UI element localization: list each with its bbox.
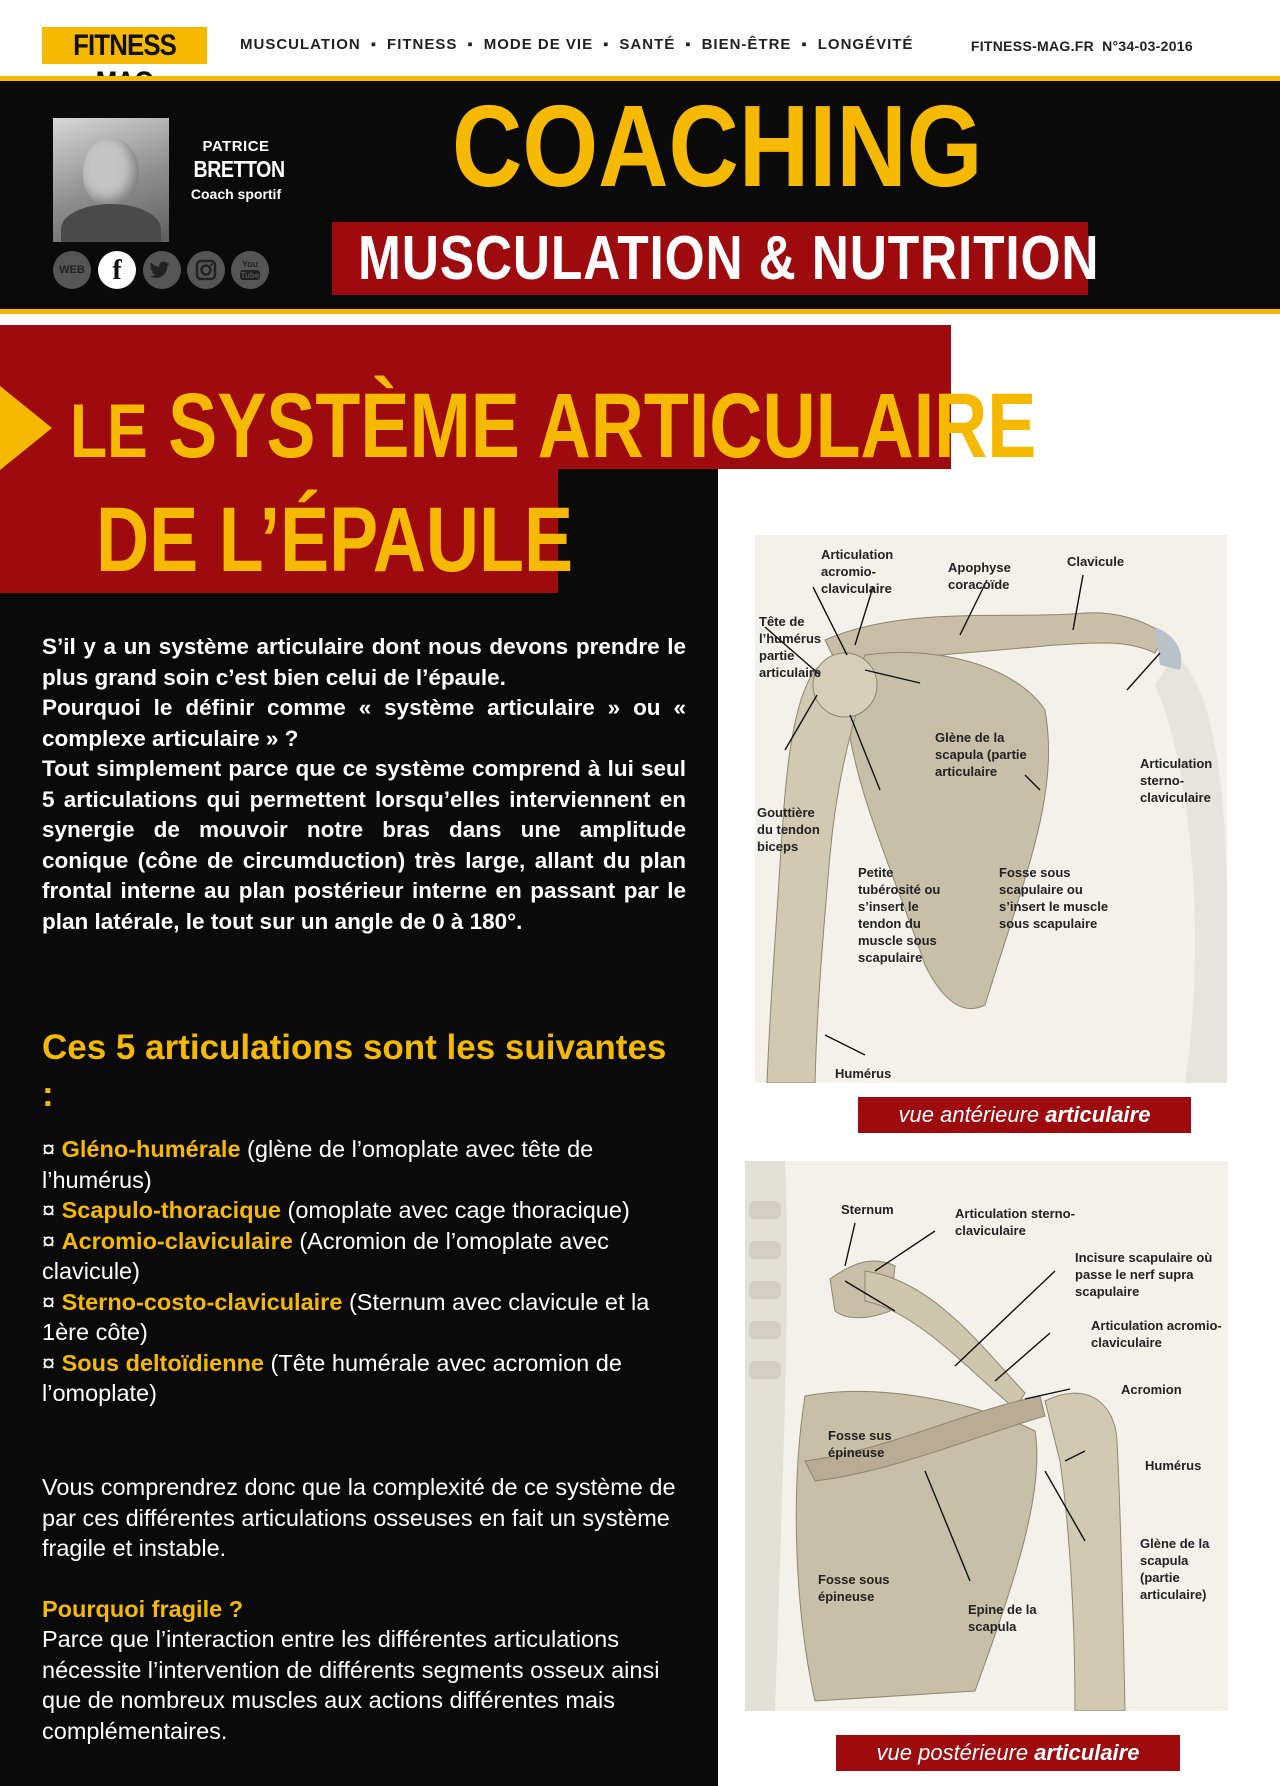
site-url[interactable]: FITNESS-MAG.FR — [970, 38, 1095, 54]
label-clavicule: Clavicule — [1067, 554, 1125, 569]
author-last-name: BRETTON — [193, 156, 285, 182]
issue-info — [971, 38, 1193, 54]
label-fosse-sus-epineuse: Fosse sus épineuse — [828, 1428, 892, 1460]
posterior-caption — [836, 1735, 1180, 1771]
author-role: Coach sportif — [190, 186, 282, 202]
articulation-description: (Sternum avec clavicule et la 1ère côte) — [42, 1288, 650, 1345]
label-humerus: Humérus — [835, 1066, 892, 1081]
instagram-icon[interactable] — [187, 251, 225, 289]
label-fosse-sous-scapulaire: Fosse sous scapulaire ou s’insert le muscle sous scapulaire — [999, 865, 1109, 931]
magazine-logo[interactable]: FITNESS — [42, 27, 207, 64]
nav-item-mode-de-vie[interactable]: MODE DE VIE — [483, 36, 594, 53]
label-glene-scapula: Glène de la scapula (partie articulaire) — [1140, 1536, 1210, 1602]
conclusion-paragraph: Vous comprendrez donc que la complexité de ce système de par ces différentes articulations osseuses en fait un système fragile et instable. — [42, 1474, 676, 1561]
articulation-name: Gléno-humérale — [61, 1136, 241, 1162]
list-item — [42, 1226, 702, 1287]
instagram-glyph — [187, 251, 225, 289]
label-tete-humerus: Tête de l’humérus partie articulaire — [759, 614, 822, 680]
anterior-shoulder-figure — [755, 535, 1227, 1083]
intro-paragraph: S’il y a un système articulaire dont nous devons prendre le plus grand soin c’est bien celui de l’épaule. — [42, 634, 686, 690]
articulation-name: Scapulo-thoracique — [61, 1197, 281, 1223]
svg-text:You: You — [241, 259, 259, 269]
label-sterno-claviculaire: Articulation sterno- claviculaire — [1140, 756, 1213, 805]
article-title-line2: DE L’ÉPAULE — [96, 489, 574, 591]
facebook-icon[interactable]: f — [98, 251, 136, 289]
articulations-heading: Ces 5 articulations sont les suivantes : — [42, 1028, 667, 1114]
label-epine-scapula: Epine de la scapula — [968, 1602, 1037, 1634]
articulation-description: (omoplate avec cage thoracique) — [287, 1197, 630, 1223]
section-subtitle: MUSCULATION & NUTRITION — [358, 224, 1100, 293]
nav-item-bien-etre[interactable]: BIEN-ÊTRE — [701, 36, 792, 53]
nav-item-sante[interactable]: SANTÉ — [619, 36, 676, 53]
article-title-main: SYSTÈME ARTICULAIRE — [168, 375, 1037, 477]
author-photo — [53, 118, 169, 242]
author-first-name: PATRICE — [202, 138, 270, 155]
web-icon[interactable]: WEB — [53, 251, 91, 289]
list-item — [42, 1134, 702, 1195]
author-photo-head — [83, 138, 139, 206]
nav-separator: ▪ — [467, 36, 474, 53]
twitter-bird-glyph — [143, 251, 181, 289]
caption-prefix: vue antérieure — [898, 1102, 1040, 1127]
youtube-glyph — [231, 251, 269, 289]
articulation-description: (glène de l’omoplate avec tête de l’humérus) — [42, 1136, 594, 1193]
svg-text:Tube: Tube — [240, 271, 260, 280]
label-acromio-claviculaire: Articulation acromio- claviculaire — [1091, 1318, 1222, 1350]
caption-bold: articulaire — [1045, 1102, 1151, 1127]
label-sternum: Sternum — [841, 1202, 894, 1217]
list-bullet: ¤ — [42, 1197, 56, 1223]
posterior-shoulder-figure — [745, 1161, 1228, 1711]
section-title: COACHING — [452, 81, 983, 211]
label-incisure-scapulaire: Incisure scapulaire où passe le nerf supra scapulaire — [1075, 1250, 1213, 1299]
label-acromion: Acromion — [1121, 1382, 1182, 1397]
anterior-caption — [858, 1097, 1191, 1133]
label-fosse-sous-epineuse: Fosse sous épineuse — [818, 1572, 890, 1604]
caption-prefix: vue postérieure — [876, 1740, 1029, 1765]
article-title-line1 — [70, 376, 1036, 482]
nav-separator: ▪ — [370, 36, 378, 53]
nav-item-fitness[interactable]: FITNESS — [387, 36, 458, 53]
twitter-icon[interactable] — [143, 251, 181, 289]
nav-item-musculation[interactable]: MUSCULATION — [240, 36, 361, 53]
list-item — [42, 1195, 702, 1226]
issue-number: N°34-03-2016 — [1102, 38, 1193, 54]
label-gouttiere-biceps: Gouttière du tendon biceps — [757, 805, 820, 854]
title-arrow-icon — [0, 386, 52, 470]
articulation-name: Acromio-claviculaire — [61, 1227, 293, 1254]
label-sterno-claviculaire: Articulation sterno- claviculaire — [955, 1206, 1075, 1238]
answer-paragraph: Parce que l’interaction entre les différentes articulations nécessite l’intervention de différents segments osseux ainsi que de nombreux muscles aux actions différentes mais complémentaires. — [42, 1626, 660, 1744]
question-heading: Pourquoi fragile ? — [42, 1596, 244, 1622]
label-apophyse-coracoide: Apophyse coracoïde — [948, 560, 1011, 592]
list-item — [42, 1287, 702, 1348]
top-bar — [0, 0, 1280, 76]
articulation-description: (Tête humérale avec acromion de l’omoplate) — [42, 1349, 622, 1406]
articulation-description: (Acromion de l’omoplate avec clavicule) — [42, 1227, 609, 1284]
list-item — [42, 1348, 702, 1409]
list-bullet: ¤ — [42, 1288, 56, 1315]
caption-bold: articulaire — [1034, 1740, 1140, 1765]
header-divider — [0, 309, 1280, 314]
label-petite-tuberosite: Petite tubérosité ou s’insert le tendon du muscle sous scapulaire — [858, 865, 941, 965]
article-intro — [42, 632, 686, 937]
intro-explanation: Tout simplement parce que ce système comprend à lui seul 5 articulations qui permettent lorsqu’elles interviennent en synergie de mouvoir notre bras dans une amplitude conique (cône de circumduction) très large, allant du plan frontal interne au plan postérieur interne en passant par le plan latérale, le tout sur un angle de 0 à 180°. — [42, 756, 686, 934]
article-title-prefix: LE — [70, 389, 148, 474]
articulation-name: Sterno-costo-claviculaire — [61, 1288, 343, 1315]
list-bullet: ¤ — [42, 1349, 56, 1376]
articulation-name: Sous deltoïdienne — [61, 1349, 264, 1376]
label-humerus: Humérus — [1145, 1458, 1202, 1473]
nav-separator: ▪ — [603, 36, 610, 53]
articulations-list — [42, 1134, 702, 1409]
label-glene-scapula: Glène de la scapula (partie articulaire — [935, 730, 1027, 779]
category-nav — [240, 36, 913, 53]
intro-question: Pourquoi le définir comme « système articulaire » ou « complexe articulaire » ? — [42, 695, 686, 751]
list-bullet: ¤ — [42, 1136, 56, 1162]
label-acromio-claviculaire: Articulation acromio- claviculaire — [821, 547, 894, 596]
nav-separator: ▪ — [685, 36, 692, 53]
nav-separator: ▪ — [801, 36, 808, 53]
list-bullet: ¤ — [42, 1227, 56, 1254]
nav-item-longevite[interactable]: LONGÉVITÉ — [817, 36, 914, 53]
author-photo-torso — [61, 204, 161, 242]
youtube-icon[interactable] — [231, 251, 269, 289]
